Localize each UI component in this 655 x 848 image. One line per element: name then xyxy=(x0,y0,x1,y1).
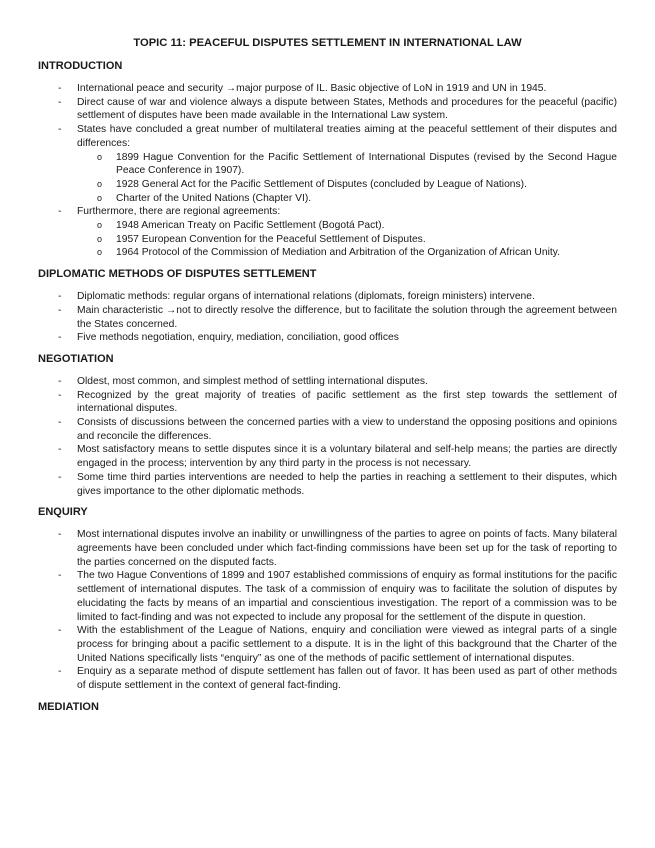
list-item-text: Most satisfactory means to settle disputes since it is a voluntary bilateral and self-help means; the parties are directly engaged in the process; intervention by any third party in the process is not necessary. xyxy=(77,444,617,470)
list-item xyxy=(38,624,617,665)
section-heading: NEGOTIATION xyxy=(38,352,114,365)
document-body xyxy=(38,59,617,714)
dash-bullet-icon: - xyxy=(58,529,62,541)
dash-bullet-icon: - xyxy=(58,570,62,582)
sub-list-item xyxy=(77,151,617,178)
section-diplomatic-methods-of-disputes-settlement xyxy=(38,267,617,345)
sub-list-item xyxy=(77,246,617,260)
dash-bullet-icon: - xyxy=(58,417,62,429)
list-item-text: Recognized by the great majority of treaties of pacific settlement as the first step towards the settlement of international disputes. xyxy=(77,389,617,415)
list-item-text: Diplomatic methods: regular organs of international relations (diplomats, foreign ministers) intervene. xyxy=(77,291,535,303)
dash-bullet-icon: - xyxy=(58,304,62,316)
list-item-text: With the establishment of the League of Nations, enquiry and conciliation were viewed as integral parts of a single process for bringing about a pacific settlement to a dispute. It is in the light of this background that the Charter of the United Nations specifically lists “enquiry” as one of the methods of pacific settlement of international disputes. xyxy=(77,625,617,664)
bullet-list xyxy=(38,375,617,498)
section-negotiation xyxy=(38,352,617,498)
dash-bullet-icon: - xyxy=(58,375,62,387)
sub-list-item-text: 1928 General Act for the Pacific Settlement of Disputes (concluded by League of Nations). xyxy=(116,178,527,190)
bullet-list xyxy=(38,290,617,345)
list-item xyxy=(38,96,617,123)
sub-list-item xyxy=(77,233,617,247)
dash-bullet-icon: - xyxy=(58,96,62,108)
section-introduction xyxy=(38,59,617,260)
dash-bullet-icon: - xyxy=(58,206,62,218)
dash-bullet-icon: - xyxy=(58,666,62,678)
section-heading: MEDIATION xyxy=(38,700,99,713)
circle-bullet-icon: o xyxy=(97,178,103,189)
list-item-text: International peace and security →major purpose of IL. Basic objective of LoN in 1919 and UN in 1945. xyxy=(77,83,547,94)
list-item-text: The two Hague Conventions of 1899 and 1907 established commissions of enquiry as formal institutions for the pacific settlement of international disputes. The task of a commission of enquiry was to facilitate the solution of disputes by elucidating the facts by means of an impartial and conscientious investigation. The report of a commission was to be limited to fact-finding and was not expected to include any proposal for the settlement of the dispute in question. xyxy=(77,570,617,623)
sub-list-item-text: 1899 Hague Convention for the Pacific Settlement of International Disputes (revised by the Second Hague Peace Conference in 1907). xyxy=(116,151,617,177)
list-item-text: Most international disputes involve an inability or unwillingness of the parties to agree on points of facts. Many bilateral agreements have been concluded under which fact-finding commissions have been set up for the task of reporting to the parties concerned on the disputed facts. xyxy=(77,529,617,568)
list-item-text: Main characteristic →not to directly resolve the difference, but to facilitate the solution through the agreement between the States concerned. xyxy=(77,304,617,330)
list-item xyxy=(38,569,617,624)
list-item xyxy=(38,443,617,470)
list-item-text: Consists of discussions between the concerned parties with a view to understand the opposing positions and opinions and reconcile the differences. xyxy=(77,417,617,442)
dash-bullet-icon: - xyxy=(58,83,62,94)
list-item xyxy=(38,389,617,416)
section-heading: INTRODUCTION xyxy=(38,60,123,72)
list-item xyxy=(38,375,617,389)
dash-bullet-icon: - xyxy=(58,291,62,303)
list-item xyxy=(38,290,617,304)
list-item-text: Direct cause of war and violence always a dispute between States, Methods and procedures for the peaceful (pacific) settlement of disputes have been made available in the International Law system. xyxy=(77,96,617,122)
list-item-text: Furthermore, there are regional agreements: xyxy=(77,206,281,218)
section-heading: DIPLOMATIC METHODS OF DISPUTES SETTLEMENT xyxy=(38,268,317,281)
dash-bullet-icon: - xyxy=(58,332,62,344)
bullet-list xyxy=(38,528,617,692)
dash-bullet-icon: - xyxy=(58,389,62,401)
list-item xyxy=(38,528,617,569)
list-item xyxy=(38,665,617,692)
sub-bullet-list xyxy=(77,151,617,206)
circle-bullet-icon: o xyxy=(97,192,103,203)
dash-bullet-icon: - xyxy=(58,471,62,483)
list-item xyxy=(38,331,617,345)
circle-bullet-icon: o xyxy=(97,151,103,162)
section-heading: ENQUIRY xyxy=(38,506,88,519)
circle-bullet-icon: o xyxy=(97,233,103,244)
sub-list-item-text: Charter of the United Nations (Chapter VI). xyxy=(116,192,312,204)
list-item-text: Five methods negotiation, enquiry, mediation, conciliation, good offices xyxy=(77,332,399,344)
dash-bullet-icon: - xyxy=(58,124,62,136)
document-title: TOPIC 11: PEACEFUL DISPUTES SETTLEMENT IN INTERNATIONAL LAW xyxy=(133,37,522,49)
section-mediation xyxy=(38,700,617,714)
sub-list-item-text: 1948 American Treaty on Pacific Settlement (Bogotá Pact). xyxy=(116,220,385,232)
list-item xyxy=(38,471,617,498)
list-item xyxy=(38,304,617,331)
sub-list-item xyxy=(77,192,617,206)
list-item-text: States have concluded a great number of multilateral treaties aiming at the peaceful settlement of their disputes and differences: xyxy=(77,124,617,149)
circle-bullet-icon: o xyxy=(97,220,103,231)
section-enquiry xyxy=(38,505,617,692)
sub-list-item-text: 1964 Protocol of the Commission of Mediation and Arbitration of the Organization of African Unity. xyxy=(116,247,560,259)
bullet-list xyxy=(38,82,617,260)
list-item xyxy=(38,416,617,443)
list-item xyxy=(38,82,617,96)
list-item xyxy=(38,123,617,205)
sub-bullet-list xyxy=(77,219,617,260)
sub-list-item xyxy=(77,178,617,192)
sub-list-item xyxy=(77,219,617,233)
list-item-text: Some time third parties interventions are needed to help the parties in reaching a settlement to their disputes, which gives importance to the other diplomatic methods. xyxy=(77,471,617,497)
circle-bullet-icon: o xyxy=(97,247,103,258)
dash-bullet-icon: - xyxy=(58,444,62,456)
list-item-text: Enquiry as a separate method of dispute settlement has fallen out of favor. It has been used as part of other methods of dispute settlement in the context of general fact-finding. xyxy=(77,666,617,692)
list-item xyxy=(38,205,617,260)
dash-bullet-icon: - xyxy=(58,625,62,637)
sub-list-item-text: 1957 European Convention for the Peaceful Settlement of Disputes. xyxy=(116,233,426,245)
list-item-text: Oldest, most common, and simplest method of settling international disputes. xyxy=(77,375,428,387)
